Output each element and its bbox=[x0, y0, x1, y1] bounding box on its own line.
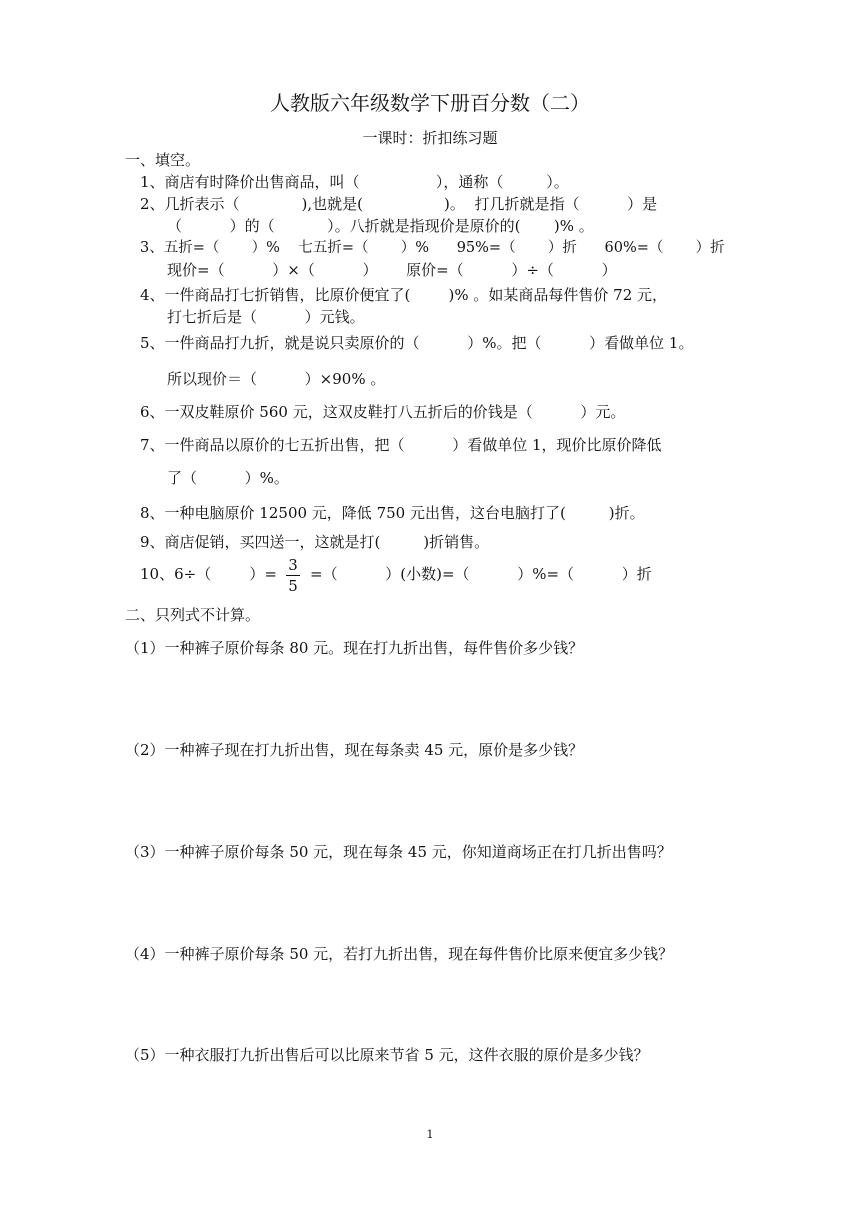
question-5-line-1: 5、一件商品打九折，就是说只卖原价的（ ）%。把（ ）看做单位 1。 bbox=[140, 334, 694, 352]
fraction-bar bbox=[286, 575, 300, 576]
question-9: 9、商店促销，买四送一，这就是打( )折销售。 bbox=[140, 533, 490, 551]
question-4-line-2: 打七折后是（ ）元钱。 bbox=[167, 308, 365, 326]
question-3-line-2: 现价=（ ）×（ ） 原价=（ ）÷（ ） bbox=[167, 261, 617, 279]
question-3-line-1: 3、五折=（ ）% 七五折=（ ）% 95%=（ ）折 60%=（ ）折 bbox=[140, 240, 725, 256]
question-10-fraction bbox=[284, 556, 302, 595]
page-subtitle: 一课时：折扣练习题 bbox=[362, 129, 498, 147]
question-7-line-2: 了（ ）%。 bbox=[167, 469, 289, 487]
question-4-line-1: 4、一件商品打七折销售，比原价便宜了( )% 。如某商品每件售价 72 元， bbox=[140, 286, 668, 304]
problem-1: （1）一种裤子原价每条 80 元。现在打九折出售，每件售价多少钱？ bbox=[125, 639, 584, 657]
question-2-line-1: 2、几折表示（ ),也就是( )。 打几折就是指（ ）是 bbox=[140, 195, 658, 213]
question-2-line-2: （ ）的（ ）。八折就是指现价是原价的( )% 。 bbox=[167, 217, 594, 235]
section-1-heading: 一、填空。 bbox=[125, 151, 201, 169]
problem-3: （3）一种裤子原价每条 50 元，现在每条 45 元，你知道商场正在打几折出售吗？ bbox=[125, 843, 672, 861]
problem-2: （2）一种裤子现在打九折出售，现在每条卖 45 元，原价是多少钱？ bbox=[125, 741, 584, 759]
question-10-left: 10、6÷（ ）= bbox=[140, 565, 277, 583]
question-7-line-1: 7、一件商品以原价的七五折出售，把（ ）看做单位 1，现价比原价降低 bbox=[140, 436, 662, 454]
section-2-heading: 二、只列式不计算。 bbox=[125, 606, 261, 624]
question-1: 1、商店有时降价出售商品，叫（ ），通称（ ）。 bbox=[140, 173, 569, 191]
fraction-numerator: 3 bbox=[288, 556, 298, 574]
question-5-line-2: 所以现价＝（ ）×90% 。 bbox=[167, 370, 386, 388]
problem-4: （4）一种裤子原价每条 50 元，若打九折出售，现在每件售价比原来便宜多少钱？ bbox=[125, 945, 674, 963]
problem-5: （5）一种衣服打九折出售后可以比原来节省 5 元，这件衣服的原价是多少钱？ bbox=[125, 1046, 649, 1064]
question-6: 6、一双皮鞋原价 560 元，这双皮鞋打八五折后的价钱是（ ）元。 bbox=[140, 403, 626, 421]
question-8: 8、一种电脑原价 12500 元，降低 750 元出售，这台电脑打了( )折。 bbox=[140, 504, 645, 522]
fraction-denominator: 5 bbox=[288, 577, 298, 595]
page-title: 人教版六年级数学下册百分数（二） bbox=[270, 91, 590, 115]
page-number: 1 bbox=[426, 1128, 434, 1141]
question-10-right: =（ ）(小数)=（ ）%=（ ）折 bbox=[310, 565, 652, 583]
